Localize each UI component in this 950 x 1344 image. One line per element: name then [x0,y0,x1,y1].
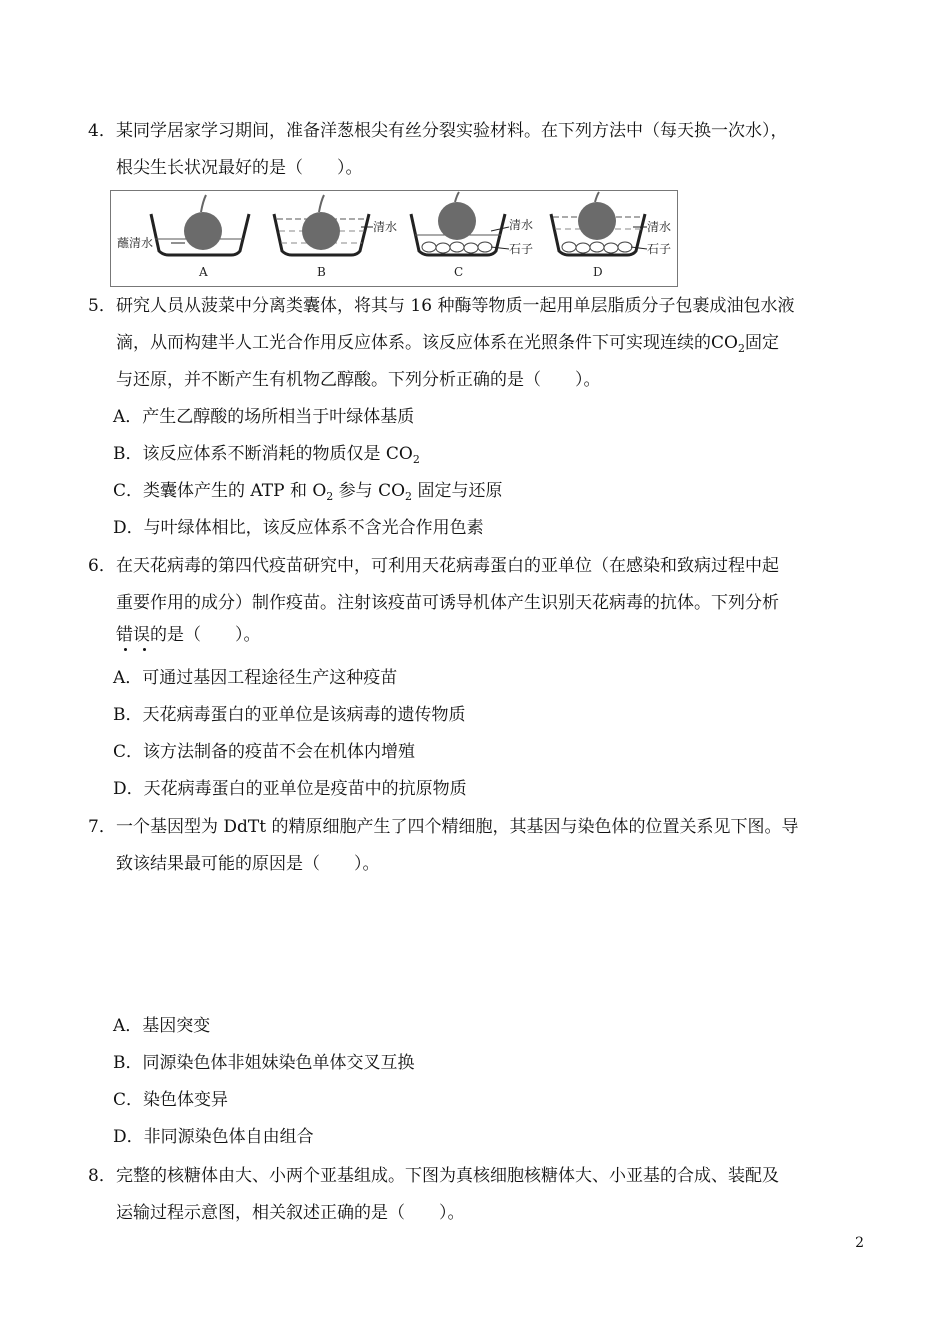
question-5-line-2 [116,332,779,354]
question-6-line-1: 在天花病毒的第四代疫苗研究中，可利用天花病毒蛋白的亚单位（在感染和致病过程中起 [116,556,779,576]
q5-option-c-post: 固定与还原 [412,481,503,501]
d-stone-label: 石子 [647,242,672,256]
panel-b-label: B [317,265,326,279]
question-6-line-2: 重要作用的成分）制作疫苗。注射该疫苗可诱导机体产生识别天花病毒的抗体。下列分析 [116,593,779,613]
q6-option-d: D．天花病毒蛋白的亚单位是疫苗中的抗原物质 [113,779,467,799]
q5-option-b-sub: 2 [412,453,420,466]
panel-a-label: A [199,265,208,279]
question-5-line-1: 研究人员从菠菜中分离类囊体，将其与 16 种酶等物质一起用单层脂质分子包裹成油包水液 [116,296,795,316]
q5-option-c [113,480,502,502]
q5-line2-text: 滴，从而构建半人工光合作用反应体系。该反应体系在光照条件下可实现连续的CO [116,333,738,353]
q5-option-d: D．与叶绿体相比，该反应体系不含光合作用色素 [113,518,484,538]
emphasis-dot [124,648,127,651]
a-water-label: 蘸清水 [117,236,154,250]
question-4-line-1: 某同学居家学习期间，准备洋葱根尖有丝分裂实验材料。在下列方法中（每天换一次水）， [116,121,788,141]
q5-option-c-sub2: 2 [405,490,413,503]
question-8-line-2: 运输过程示意图，相关叙述正确的是（ ）。 [116,1203,465,1223]
q5-line2-sub: 2 [737,342,745,355]
c-water-label: 清水 [509,218,534,232]
q5-option-b [113,443,420,465]
q7-option-b: B．同源染色体非姐妹染色单体交叉互换 [113,1053,415,1073]
q5-option-c-mid: 参与 CO [333,481,406,501]
emphasis-dot [143,648,146,651]
c-stone-label: 石子 [509,242,534,256]
q5-option-a: A．产生乙醇酸的场所相当于叶绿体基质 [113,407,415,427]
onion-experiment-figure [110,190,678,287]
question-8-line-1: 完整的核糖体由大、小两个亚基组成。下图为真核细胞核糖体大、小亚基的合成、装配及 [116,1166,779,1186]
q5-option-b-text: B．该反应体系不断消耗的物质仅是 CO [113,444,413,464]
question-7-number: 7． [88,817,116,837]
q6-option-b: B．天花病毒蛋白的亚单位是该病毒的遗传物质 [113,705,466,725]
q7-option-a: A．基因突变 [113,1016,211,1036]
question-7-line-2: 致该结果最可能的原因是（ ）。 [116,854,380,874]
panel-c-label: C [454,265,464,279]
page-number: 2 [855,1235,864,1251]
panel-b [274,195,397,279]
panel-c [411,192,533,279]
panel-d [551,192,671,279]
question-4-number: 4． [88,121,116,141]
b-water-label: 清水 [373,220,398,234]
q5-line2-tail: 固定 [744,333,779,353]
q7-option-d: D．非同源染色体自由组合 [113,1127,314,1147]
d-water-label: 清水 [647,220,672,234]
question-6-line-3: 错误的是（ ）。 [116,625,261,645]
question-7-line-1: 一个基因型为 DdTt 的精原细胞产生了四个精细胞，其基因与染色体的位置关系见下图。导 [116,817,799,837]
q6-option-a: A．可通过基因工程途径生产这种疫苗 [113,668,398,688]
q6-option-c: C．该方法制备的疫苗不会在机体内增殖 [113,742,416,762]
q7-option-c: C．染色体变异 [113,1090,229,1110]
question-5-line-3: 与还原，并不断产生有机物乙醇酸。下列分析正确的是（ ）。 [116,370,601,390]
panel-d-label: D [593,265,603,279]
question-6-number: 6． [88,556,116,576]
question-4-line-2: 根尖生长状况最好的是（ ）。 [116,158,363,178]
question-5-number: 5． [88,296,116,316]
panel-a [117,195,249,279]
q5-option-c-sub1: 2 [326,490,334,503]
question-8-number: 8． [88,1166,116,1186]
q5-option-c-pre: C．类囊体产生的 ATP 和 O [113,481,327,501]
